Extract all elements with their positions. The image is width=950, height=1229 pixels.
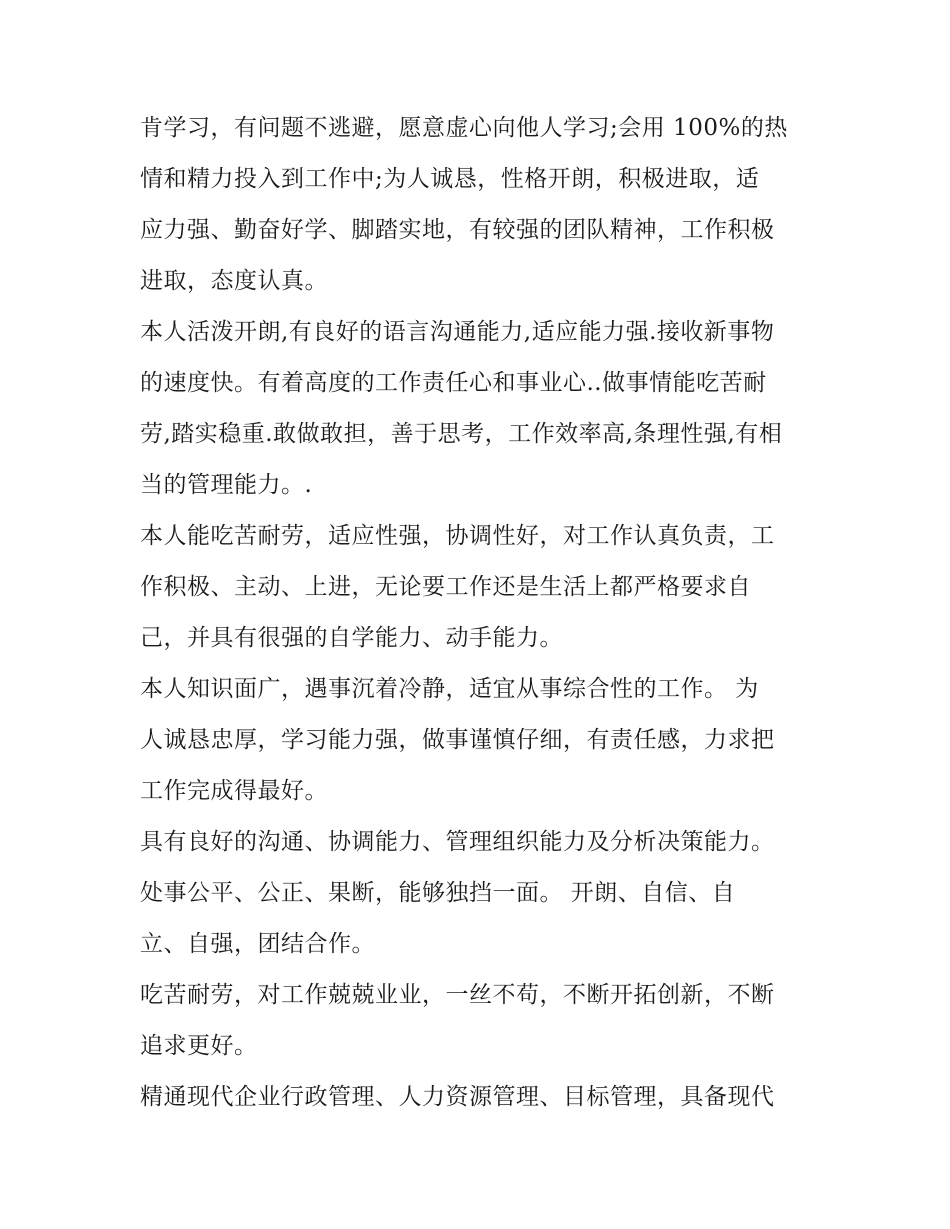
text-line: 本人能吃苦耐劳，适应性强，协调性好，对工作认真负责，工 — [140, 523, 775, 549]
text-line: 情和精力投入到工作中;为人诚恳，性格开朗，积极进取，适 — [140, 166, 760, 192]
text-line: 肯学习，有问题不逃避，愿意虚心向他人学习;会用 100%的热 — [140, 115, 788, 141]
text-line: 具有良好的沟通、协调能力、管理组织能力及分析决策能力。 — [140, 829, 775, 855]
text-line: 追求更好。 — [140, 1033, 258, 1059]
text-line: 精通现代企业行政管理、人力资源管理、目标管理，具备现代 — [140, 1084, 775, 1110]
text-line: 进取，态度认真。 — [140, 268, 328, 294]
document-body — [140, 103, 820, 1123]
text-line: 立、自强，团结合作。 — [140, 931, 375, 957]
text-line: 人诚恳忠厚，学习能力强，做事谨慎仔细，有责任感，力求把 — [140, 727, 775, 753]
text-line: 劳,踏实稳重.敢做敢担，善于思考，工作效率高,条理性强,有相 — [140, 421, 783, 447]
text-line: 工作完成得最好。 — [140, 778, 328, 804]
text-line: 当的管理能力。. — [140, 472, 313, 498]
text-line: 己，并具有很强的自学能力、动手能力。 — [140, 625, 563, 651]
text-line: 本人知识面广，遇事沉着冷静，适宜从事综合性的工作。 为 — [140, 676, 759, 702]
text-line: 吃苦耐劳，对工作兢兢业业，一丝不苟，不断开拓创新，不断 — [140, 982, 775, 1008]
text-line: 本人活泼开朗,有良好的语言沟通能力,适应能力强.接收新事物 — [140, 319, 775, 345]
text-line: 作积极、主动、上进，无论要工作还是生活上都严格要求自 — [140, 574, 751, 600]
text-line: 应力强、勤奋好学、脚踏实地，有较强的团队精神，工作积极 — [140, 217, 775, 243]
text-line: 处事公平、公正、果断，能够独挡一面。 开朗、自信、自 — [140, 880, 736, 906]
text-line: 的速度快。有着高度的工作责任心和事业心..做事情能吃苦耐 — [140, 370, 767, 396]
